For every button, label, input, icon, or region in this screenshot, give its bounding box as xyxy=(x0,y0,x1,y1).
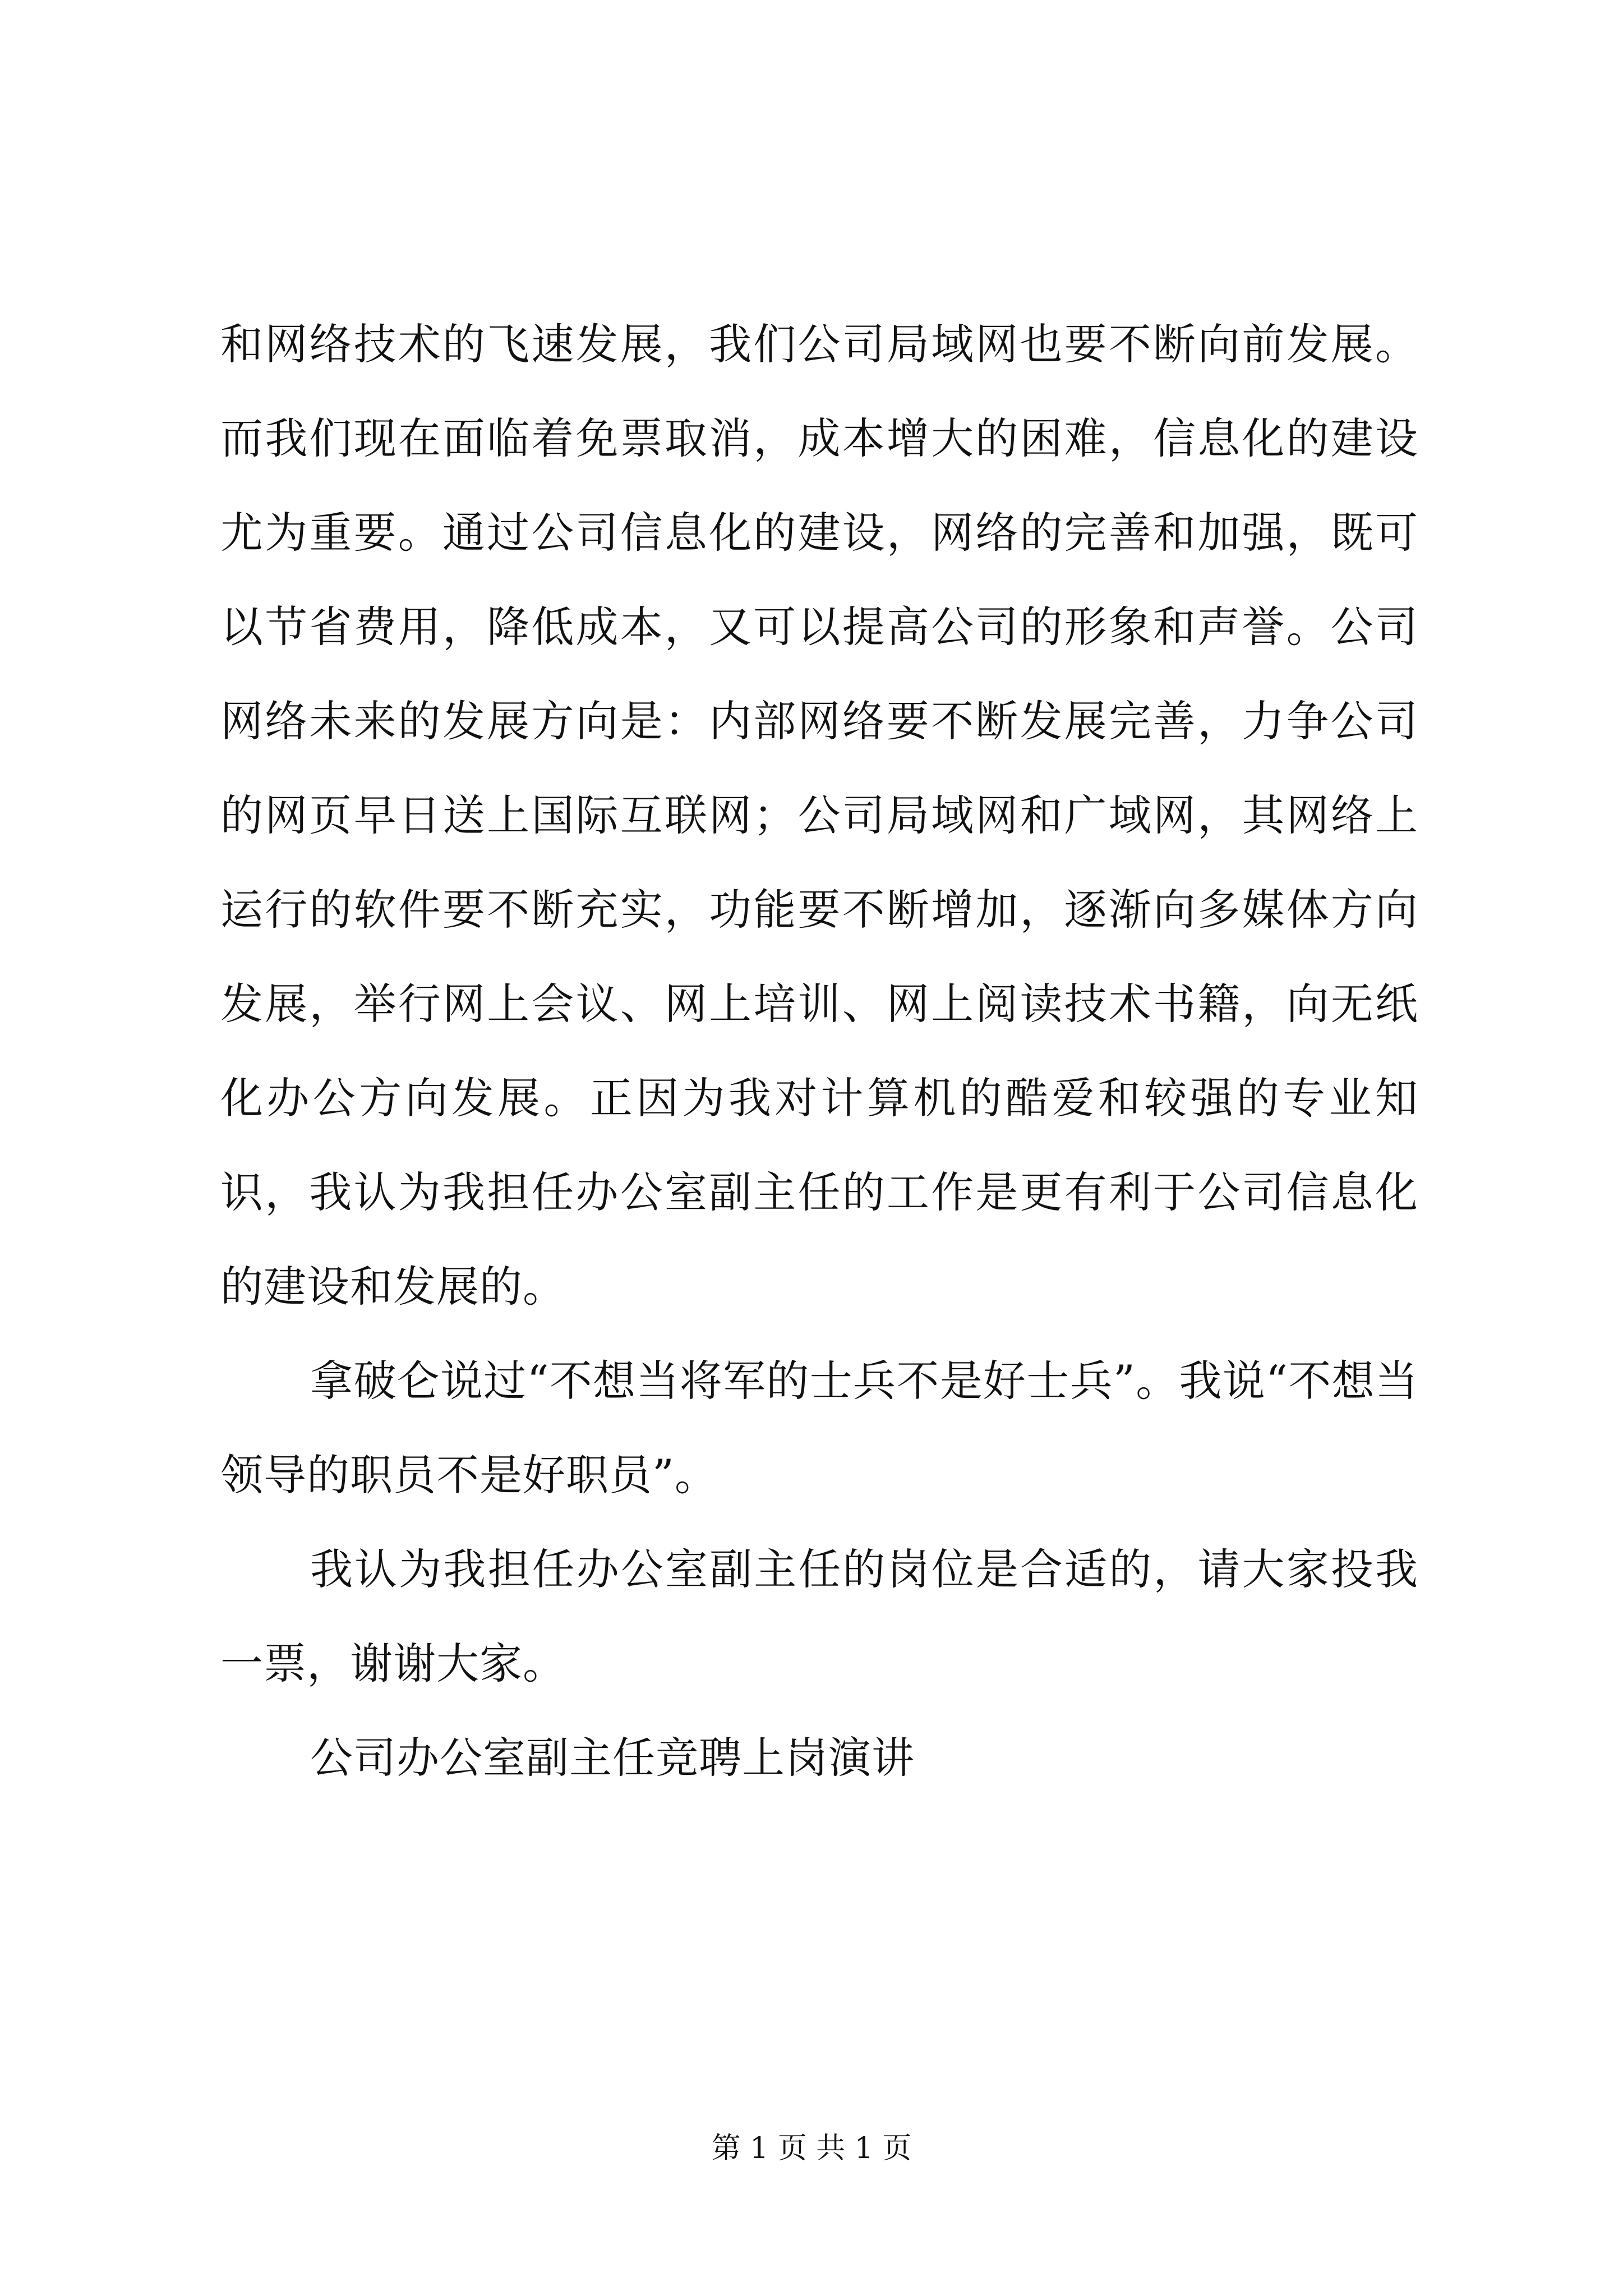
document-body xyxy=(220,297,1418,1805)
paragraph-vote-request: 我认为我担任办公室副主任的岗位是合适的，请大家投我一票，谢谢大家。 xyxy=(220,1544,1418,1688)
paragraph-network-development: 和网络技术的飞速发展，我们公司局域网也要不断向前发展。而我们现在面临着免票取消，成本增大的困难，信息化的建设尤为重要。通过公司信息化的建设，网络的完善和加强，既可以节省费用，降低成本，又可以提高公司的形象和声誉。公司网络未来的发展方向是：内部网络要不断发展完善，力争公司的网页早日送上国际互联网；公司局域网和广域网，其网络上运行的软件要不断充实，功能要不断增加，逐渐向多媒体方向发展，举行网上会议、网上培训、网上阅读技术书籍，向无纸化办公方向发展。正因为我对计算机的酷爱和较强的专业知识，我认为我担任办公室副主任的工作是更有利于公司信息化的建设和发展的。 xyxy=(220,319,1418,1312)
paragraph-napoleon-quote: 拿破仑说过“不想当将军的士兵不是好士兵”。我说“不想当领导的职员不是好职员”。 xyxy=(220,1356,1418,1500)
paragraph-speech-title: 公司办公室副主任竞聘上岗演讲 xyxy=(310,1733,915,1783)
page-footer: 第 1 页 共 1 页 xyxy=(711,2132,912,2165)
